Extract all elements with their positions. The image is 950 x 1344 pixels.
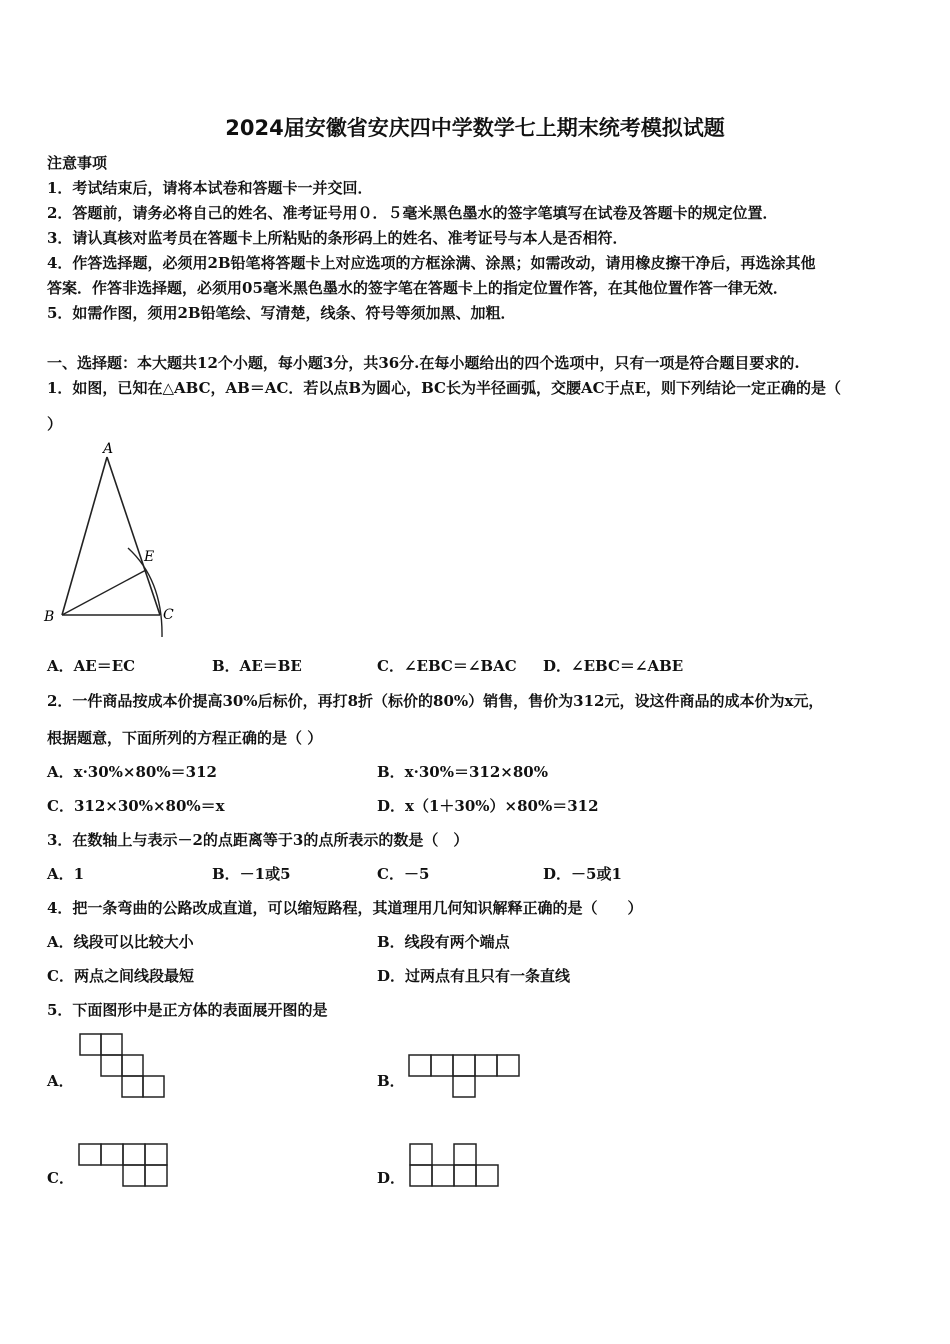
notice-item: 1．考试结束后，请将本试卷和答题卡一并交回． [47, 179, 373, 197]
q2-option-c: C．312×30%×80%＝x [47, 797, 225, 815]
question-2-stem: 2．一件商品按成本价提高30%后标价，再打8折（标价的80%）销售，售价为312元，设这件商品的成本价为x元， [47, 692, 824, 710]
q2-option-b: B．x·30%＝312×80% [377, 763, 548, 781]
q1-option-a: A．AE＝EC [47, 657, 136, 675]
notice-item: 答案．作答非选择题，必须用05毫米黑色墨水的签字笔在答题卡上的指定位置作答，在其他位置作答一律无效． [47, 279, 788, 297]
q3-option-c: C．－5 [377, 865, 430, 883]
label-a: A [103, 441, 114, 457]
q3-option-a: A．1 [47, 865, 85, 883]
q4-option-b: B．线段有两个端点 [377, 933, 510, 951]
q1-option-d: D．∠EBC＝∠ABE [543, 657, 684, 675]
question-5-stem: 5．下面图形中是正方体的表面展开图的是 [47, 1001, 328, 1019]
page-title: 2024届安徽省安庆四中学数学七上期末统考模拟试题 [225, 116, 725, 140]
q5-option-a: A． [47, 1072, 74, 1090]
notice-item: 2．答题前，请务必将自己的姓名、准考证号用０．５毫米黑色墨水的签字笔填写在试卷及答题卡的规定位置． [47, 204, 778, 222]
question-3-stem: 3．在数轴上与表示－2的点距离等于3的点所表示的数是（ ） [47, 831, 469, 849]
q5-option-b: B． [377, 1072, 405, 1090]
q5-option-d: D． [377, 1169, 406, 1187]
label-b: B [44, 609, 55, 625]
label-c: C [163, 607, 174, 623]
q2-option-d: D．x（1＋30%）×80%＝312 [377, 797, 599, 815]
notice-item: 5．如需作图，须用2B铅笔绘、写清楚，线条、符号等须加黑、加粗． [47, 304, 516, 322]
q1-option-b: B．AE＝BE [212, 657, 302, 675]
q1-option-c: C．∠EBC＝∠BAC [377, 657, 517, 675]
q5-option-c: C． [47, 1169, 74, 1187]
notice-heading: 注意事项 [47, 154, 108, 172]
question-2-stem-2: 根据题意，下面所列的方程正确的是（ ） [47, 729, 323, 747]
q3-option-d: D．－5或1 [543, 865, 622, 883]
label-e: E [144, 549, 155, 565]
notice-item: 3．请认真核对监考员在答题卡上所粘贴的条形码上的姓名、准考证号与本人是否相符． [47, 229, 628, 247]
q4-option-d: D．过两点有且只有一条直线 [377, 967, 571, 985]
q3-option-b: B．－1或5 [212, 865, 291, 883]
section-heading: 一、选择题：本大题共12个小题，每小题3分，共36分.在每小题给出的四个选项中，只有一项是符合题目要求的. [47, 354, 800, 372]
notice-item: 4．作答选择题，必须用2B铅笔将答题卡上对应选项的方框涂满、涂黑；如需改动，请用橡皮擦干净后，再选涂其他 [47, 254, 816, 272]
cube-net-d [409, 1143, 499, 1187]
q4-option-a: A．线段可以比较大小 [47, 933, 194, 951]
triangle-figure [40, 440, 190, 640]
cube-net-c [78, 1143, 168, 1187]
question-4-stem: 4．把一条弯曲的公路改成直道，可以缩短路程，其道理用几何知识解释正确的是（ ） [47, 899, 643, 917]
q2-option-a: A．x·30%×80%＝312 [47, 763, 217, 781]
q4-option-c: C．两点之间线段最短 [47, 967, 194, 985]
cube-net-b [408, 1054, 520, 1098]
cube-net-a [79, 1033, 169, 1099]
question-1-stem: 1．如图，已知在△ABC，AB＝AC．若以点B为圆心，BC长为半径画弧，交腰AC于点E，则下列结论一定正确的是（ [47, 379, 841, 397]
question-1-stem-end: ） [47, 415, 63, 433]
